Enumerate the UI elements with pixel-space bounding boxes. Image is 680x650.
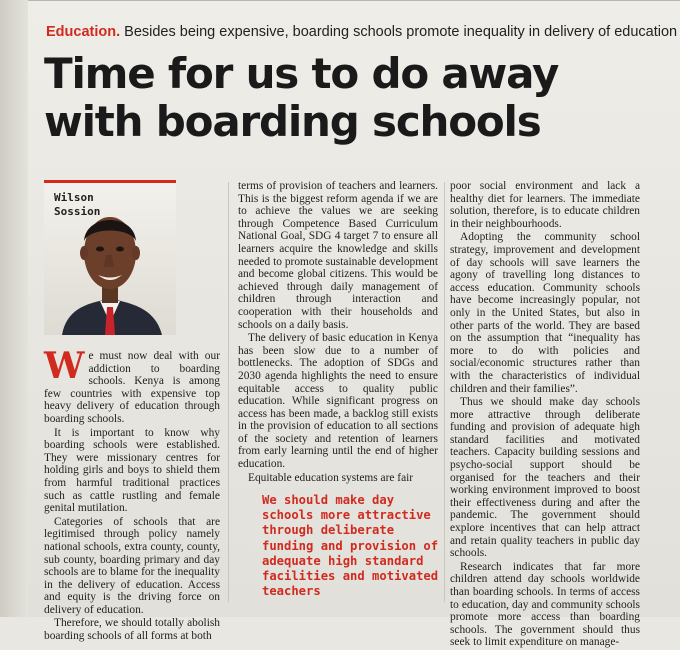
author-photo bbox=[44, 180, 176, 335]
article-column-1 bbox=[44, 345, 220, 644]
author-last-name: Sossion bbox=[54, 205, 101, 218]
top-rule bbox=[28, 0, 680, 7]
pull-quote: We should make day schools more attractive through deliberate funding and provision of adequate high standard facilities and motivated teachers bbox=[262, 493, 439, 599]
paragraph: It is important to know why boarding schools were established. They were missionary centres for holding girls and boys to shield them from harmful traditional practices such as cattle rustling and female genital mutilation. bbox=[44, 426, 220, 515]
paragraph: Therefore, we should totally abolish boarding schools of all forms at both bbox=[44, 617, 220, 643]
article-column-2 bbox=[238, 180, 438, 485]
paragraph: Categories of schools that are legitimised through policy namely national schools, extra county, county, sub county, boarding primary and day schools are to blame for the inequality in the delivery of education. Access and equity is the driving force on delivery of education. bbox=[44, 515, 220, 616]
page-fold-shadow bbox=[0, 0, 28, 617]
paragraph: Research indicates that far more children attend day schools worldwide than boarding schools. In terms of access to education, day and community schools promote more access than boarding schools. The government should thus seek to limit expenditure on manage- bbox=[450, 560, 640, 649]
kicker bbox=[46, 24, 677, 40]
paragraph: The delivery of basic education in Kenya has been slow due to a number of bottlenecks. The adoption of SDGs and 2030 agenda highlights the need to ensure equitable access to quality public education. While significant progress on access has been made, a backlog still exists in the provision of education to all sections of the society and retention of learners from early learning until the end of higher education. bbox=[238, 332, 438, 471]
headline-line-2: with boarding schools bbox=[44, 97, 541, 146]
column-rule-1 bbox=[228, 182, 229, 602]
article-column-3 bbox=[450, 180, 640, 650]
section-label: Education. bbox=[46, 24, 121, 40]
headline bbox=[44, 50, 674, 146]
paragraph: terms of provision of teachers and learners. This is the biggest reform agenda if we are to achieve the values we are seeking through Competence Based Curriculum National Goal, SDG 4 target 7 to ensure all learners acquire the knowledge and skills needed to promote sustainable development and become global citizens. This would be achieved through daily management of children through interaction and cooperation with their households and schools on a daily basis. bbox=[238, 180, 438, 331]
author-first-name: Wilson bbox=[54, 191, 94, 204]
paragraph: Thus we should make day schools more attractive through deliberate funding and provision of adequate high standard facilities and motivated teachers. Capacity building sessions and psycho-social support should be organised for the teachers and their working environment improved to boost their effectiveness during and after the pandemic. The government should explore incentives that can help attract and retain quality teachers in public day schools. bbox=[450, 396, 640, 560]
author-portrait bbox=[44, 183, 176, 335]
drop-cap: W bbox=[44, 345, 85, 387]
paragraph: Equitable education systems are fair bbox=[248, 471, 414, 484]
paragraph: Adopting the community school strategy, improvement and development of day schools will save learners the agony of travelling long distances to access education. Community schools have become increasingly popular, not only in the United States, but also in other parts of the world. They are based on the assumption that “inequality has more to do with policies and social/economic structures rather than with the characteristics of individual children and their families”. bbox=[450, 231, 640, 395]
paragraph: poor social environment and lack a healthy diet for learners. The immediate solution, therefore, is to educate children in their neighbourhoods. bbox=[450, 180, 640, 230]
dek-text: Besides being expensive, boarding schools promote inequality in delivery of education bbox=[124, 24, 678, 40]
headline-line-1: Time for us to do away bbox=[44, 49, 559, 98]
paragraph: We must now deal with our addiction to boarding schools. Kenya is among few countries with expensive top heavy delivery of education through boarding schools. bbox=[44, 345, 220, 425]
